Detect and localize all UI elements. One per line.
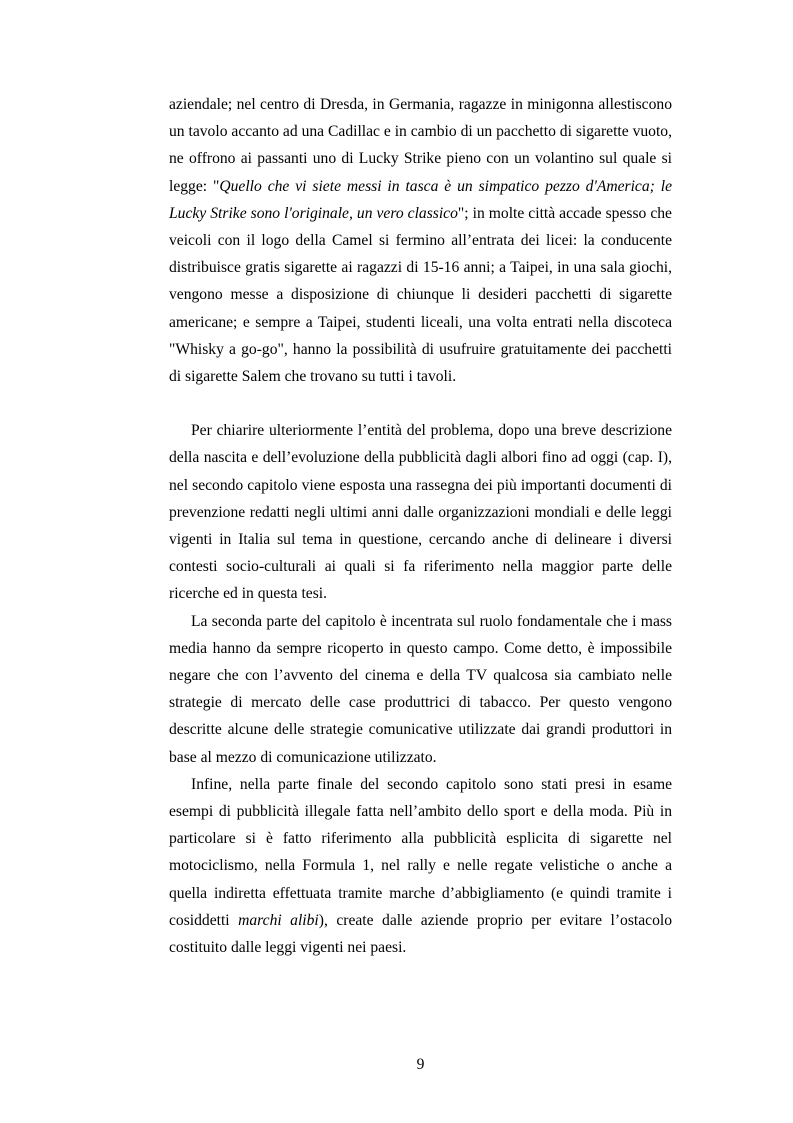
paragraph-promotions-text-end: "; in molte città accade spesso che veicoli con il logo della Camel si fermino all’entrata dei licei: la conducente distribuisce gratis sigarette ai ragazzi di 15-16 anni; a Taipei, in una sala giochi, vengono messe a disposizione di chiunque li desideri pacchetti di sigarette americane; e sempre a Taipei, studenti liceali, una volta entrati nella discoteca "Whisky a go-go", hanno la possibilità di usufruire gratuitamente dei pacchetti di sigarette Salem che trovano su tutti i tavoli. bbox=[169, 204, 672, 386]
paragraph-sport-fashion bbox=[169, 771, 672, 961]
paragraph-promotions-text-start: aziendale; nel centro di Dresda, in Germania, ragazze in minigonna allestiscono un tavolo accanto ad una Cadillac e in cambio di un pacchetto di sigarette vuoto, ne offrono ai passanti uno di Lucky Strike pieno con un volantino sul quale si legge: " bbox=[169, 96, 672, 195]
paragraph-chapter-overview: Per chiarire ulteriormente l’entità del problema, dopo una breve descrizione della nascita e dell’evoluzione della pubblicità dagli albori fino ad oggi (cap. I), nel secondo capitolo viene esposta una rassegna dei più importanti documenti di prevenzione redatti negli ultimi anni dalle organizzazioni mondiali e delle leggi vigenti in Italia sul tema in questione, cercando anche di delineare i diversi contesti socio-culturali ai quali si fa riferimento nella maggior parte delle ricerche ed in questa tesi. bbox=[169, 422, 672, 603]
paragraph-sport-fashion-text-start: Infine, nella parte finale del secondo capitolo sono stati presi in esame esempi di pubblicità illegale fatta nell’ambito dello sport e della moda. Più in particolare si è fatto riferimento alla pubblicità esplicita di sigarette nel motociclismo, nella Formula 1, nel rally e nelle regate velistiche o anche a quella indiretta effettuata tramite marche d’abbigliamento (e quindi tramite i cosiddetti bbox=[169, 775, 672, 929]
paragraph-spacer bbox=[169, 390, 672, 417]
paragraph-sport-fashion-text-end: ), create dalle aziende proprio per evitare l’ostacolo costituito dalle leggi vigenti nei paesi. bbox=[169, 911, 673, 957]
marchi-alibi-term: marchi alibi bbox=[238, 911, 319, 929]
page-body bbox=[169, 91, 672, 961]
paragraph-promotions bbox=[169, 91, 672, 390]
lucky-strike-quote: Quello che vi siete messi in tasca è un simpatico pezzo d'America; le Lucky Strike sono l'originale, un vero classico bbox=[169, 177, 672, 222]
paragraph-mass-media: La seconda parte del capitolo è incentrata sul ruolo fondamentale che i mass media hanno da sempre ricoperto in questo campo. Come detto, è impossibile negare che con l’avvento del cinema e della TV qualcosa sia cambiato nelle strategie di mercato delle case produttrici di tabacco. Per questo vengono descritte alcune delle strategie comunicative utilizzate dai grandi produttori in base al mezzo di comunicazione utilizzato. bbox=[169, 612, 672, 766]
page-number: 9 bbox=[416, 1056, 425, 1073]
